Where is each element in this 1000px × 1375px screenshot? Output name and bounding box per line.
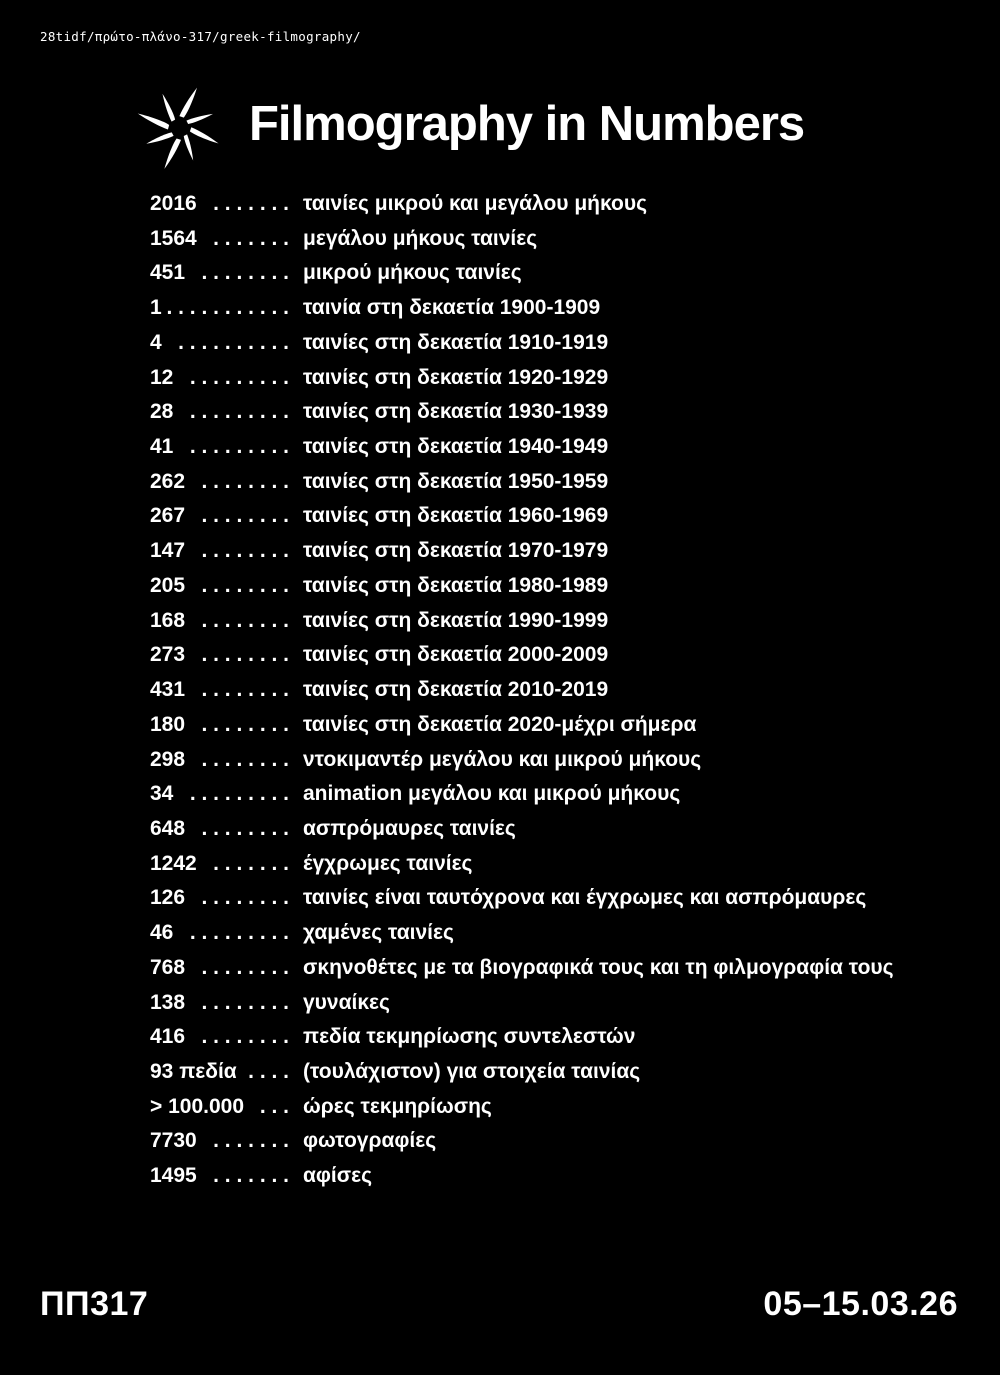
- stat-row: [150, 916, 970, 951]
- dot-leader: . . . . . . . .: [201, 469, 289, 493]
- dot-leader: . . . .: [248, 1059, 289, 1083]
- stat-leader: [150, 986, 303, 1021]
- dot-leader: . . . . . . . .: [201, 678, 289, 702]
- stat-row: [150, 638, 970, 673]
- stat-row: [150, 1159, 970, 1194]
- stat-row: [150, 847, 970, 882]
- dot-leader: . . . . . . .: [213, 1164, 289, 1188]
- stat-label: ώρες τεκμηρίωσης: [303, 1094, 492, 1118]
- stat-leader: [150, 777, 303, 812]
- stat-row: [150, 326, 970, 361]
- dot-leader: . . . . . . . .: [201, 504, 289, 528]
- stat-value: 7730: [150, 1129, 197, 1153]
- stat-row: [150, 222, 970, 257]
- stat-value: 298: [150, 747, 186, 771]
- stat-value: 168: [150, 608, 186, 632]
- stat-row: [150, 812, 970, 847]
- stat-value: 1495: [150, 1164, 197, 1188]
- edition-code: ΠΠ317: [40, 1285, 149, 1323]
- stat-label: σκηνοθέτες με τα βιογραφικά τους και τη φιλμογραφία τους: [303, 955, 894, 979]
- stat-leader: [150, 1090, 303, 1125]
- stat-label: ταινίες στη δεκαετία 1980-1989: [303, 573, 609, 597]
- dot-leader: . . . . . . . .: [201, 1025, 289, 1049]
- stat-row: [150, 395, 970, 430]
- stat-label: χαμένες ταινίες: [303, 921, 454, 945]
- stat-leader: [150, 1124, 303, 1159]
- stat-value: 205: [150, 573, 186, 597]
- stat-label: ταινίες στη δεκαετία 1960-1969: [303, 504, 609, 528]
- stat-row: [150, 361, 970, 396]
- dot-leader: . . . . . . . .: [201, 539, 289, 563]
- stats-list: [150, 187, 970, 1194]
- stat-row: [150, 986, 970, 1021]
- stat-leader: [150, 951, 303, 986]
- stat-row: [150, 777, 970, 812]
- dot-leader: . . . . . . . .: [201, 955, 289, 979]
- stat-value: 648: [150, 816, 186, 840]
- stat-leader: [150, 1055, 303, 1090]
- dot-leader: . . . . . . . . .: [189, 921, 289, 945]
- stat-value: 4: [150, 330, 162, 354]
- stat-leader: [150, 569, 303, 604]
- stat-label: ταινίες στη δεκαετία 1920-1929: [303, 365, 609, 389]
- dot-leader: . . . . . . .: [213, 192, 289, 215]
- stat-leader: [150, 881, 303, 916]
- stat-value: 41: [150, 435, 174, 459]
- dot-leader: . . . . . . . . .: [189, 782, 289, 806]
- stat-value: 273: [150, 643, 186, 667]
- stat-value: 93 πεδία: [150, 1059, 237, 1083]
- stat-value: 28: [150, 400, 174, 424]
- stat-label: γυναίκες: [303, 990, 390, 1014]
- stat-value: 267: [150, 504, 186, 528]
- starburst-pinwheel-icon: [135, 83, 225, 173]
- stat-row: [150, 465, 970, 500]
- stat-leader: [150, 499, 303, 534]
- stat-value: 262: [150, 469, 186, 493]
- stat-leader: [150, 673, 303, 708]
- stat-leader: [150, 187, 303, 222]
- stat-value: > 100.000: [150, 1094, 245, 1118]
- stat-label: ταινίες στη δεκαετία 1990-1999: [303, 608, 609, 632]
- stat-leader: [150, 291, 303, 326]
- stat-leader: [150, 604, 303, 639]
- dot-leader: . . . . . . . . . .: [178, 330, 289, 354]
- dot-leader: . . . . . . . . .: [189, 435, 289, 459]
- dot-leader: . . . . . . . .: [201, 643, 289, 667]
- stat-label: ταινίες στη δεκαετία 1970-1979: [303, 539, 609, 563]
- stat-row: [150, 743, 970, 778]
- stat-value: 416: [150, 1025, 186, 1049]
- stat-row: [150, 604, 970, 639]
- stat-row: [150, 1055, 970, 1090]
- stat-leader: [150, 708, 303, 743]
- stat-row: [150, 256, 970, 291]
- stat-value: 180: [150, 712, 186, 736]
- stat-value: 1564: [150, 226, 197, 250]
- stat-row: [150, 291, 970, 326]
- stat-leader: [150, 256, 303, 291]
- stat-leader: [150, 1159, 303, 1194]
- dot-leader: . . .: [259, 1094, 289, 1118]
- dot-leader: . . . . . . . .: [201, 712, 289, 736]
- stat-row: [150, 569, 970, 604]
- stat-value: 138: [150, 990, 186, 1014]
- stat-value: 431: [150, 678, 186, 702]
- stat-label: ταινίες στη δεκαετία 2010-2019: [303, 678, 609, 702]
- stat-row: [150, 1020, 970, 1055]
- dot-leader: . . . . . . . .: [201, 990, 289, 1014]
- stat-value: 34: [150, 782, 174, 806]
- stat-label: animation μεγάλου και μικρού μήκους: [303, 782, 681, 806]
- stat-row: [150, 881, 970, 916]
- stat-value: 147: [150, 539, 186, 563]
- stat-value: 768: [150, 955, 186, 979]
- stat-leader: [150, 395, 303, 430]
- dot-leader: . . . . . . . .: [201, 816, 289, 840]
- stat-value: 126: [150, 886, 186, 910]
- page-title: Filmography in Numbers: [249, 97, 805, 151]
- stat-leader: [150, 916, 303, 951]
- stat-leader: [150, 847, 303, 882]
- dot-leader: . . . . . . .: [213, 851, 289, 875]
- stat-row: [150, 951, 970, 986]
- stat-label: φωτογραφίες: [303, 1129, 437, 1153]
- stat-leader: [150, 534, 303, 569]
- stat-label: (τουλάχιστον) για στοιχεία ταινίας: [303, 1059, 641, 1083]
- stat-label: ταινίες στη δεκαετία 2020-μέχρι σήμερα: [303, 712, 697, 736]
- stat-leader: [150, 1020, 303, 1055]
- stat-label: ταινίες στη δεκαετία 1930-1939: [303, 400, 609, 424]
- stat-leader: [150, 465, 303, 500]
- breadcrumb-path: 28tidf/πρώτο-πλάνο-317/greek-filmography/: [40, 29, 361, 44]
- dot-leader: . . . . . . . . . . .: [166, 296, 289, 320]
- stat-leader: [150, 812, 303, 847]
- stat-label: μικρού μήκους ταινίες: [303, 261, 522, 285]
- stat-leader: [150, 743, 303, 778]
- stat-leader: [150, 430, 303, 465]
- stat-value: 1: [150, 296, 162, 320]
- stat-label: μεγάλου μήκους ταινίες: [303, 226, 538, 250]
- stat-row: [150, 499, 970, 534]
- stat-row: [150, 534, 970, 569]
- stat-row: [150, 1124, 970, 1159]
- stat-row: [150, 187, 970, 222]
- dot-leader: . . . . . . .: [213, 1129, 289, 1153]
- stat-label: ταινία στη δεκαετία 1900-1909: [303, 296, 601, 320]
- stat-label: ταινίες στη δεκαετία 1950-1959: [303, 469, 609, 493]
- stat-label: ασπρόμαυρες ταινίες: [303, 816, 516, 840]
- stat-value: 451: [150, 261, 186, 285]
- stat-label: αφίσες: [303, 1164, 373, 1188]
- dot-leader: . . . . . . . .: [201, 747, 289, 771]
- stat-value: 12: [150, 365, 174, 389]
- dot-leader: . . . . . . . .: [201, 261, 289, 285]
- stat-label: ταινίες στη δεκαετία 1910-1919: [303, 330, 609, 354]
- stat-label: πεδία τεκμηρίωσης συντελεστών: [303, 1025, 636, 1049]
- stat-label: ταινίες είναι ταυτόχρονα και έγχρωμες και ασπρόμαυρες: [303, 886, 867, 910]
- stat-leader: [150, 638, 303, 673]
- dot-leader: . . . . . . .: [213, 226, 289, 250]
- stat-value: 2016: [150, 192, 197, 215]
- dot-leader: . . . . . . . .: [201, 573, 289, 597]
- dot-leader: . . . . . . . . .: [189, 400, 289, 424]
- stat-value: 46: [150, 921, 174, 945]
- event-dates: 05–15.03.26: [763, 1285, 958, 1323]
- dot-leader: . . . . . . . .: [201, 608, 289, 632]
- stat-label: ταινίες στη δεκαετία 2000-2009: [303, 643, 609, 667]
- stat-label: ντοκιμαντέρ μεγάλου και μικρού μήκους: [303, 747, 702, 771]
- dot-leader: . . . . . . . . .: [189, 365, 289, 389]
- stat-row: [150, 708, 970, 743]
- stat-row: [150, 430, 970, 465]
- stat-row: [150, 673, 970, 708]
- stat-label: έγχρωμες ταινίες: [303, 851, 473, 875]
- stat-label: ταινίες στη δεκαετία 1940-1949: [303, 435, 609, 459]
- dot-leader: . . . . . . . .: [201, 886, 289, 910]
- stat-leader: [150, 326, 303, 361]
- stat-label: ταινίες μικρού και μεγάλου μήκους: [303, 192, 647, 215]
- stat-row: [150, 1090, 970, 1125]
- stat-leader: [150, 361, 303, 396]
- stat-value: 1242: [150, 851, 197, 875]
- stat-leader: [150, 222, 303, 257]
